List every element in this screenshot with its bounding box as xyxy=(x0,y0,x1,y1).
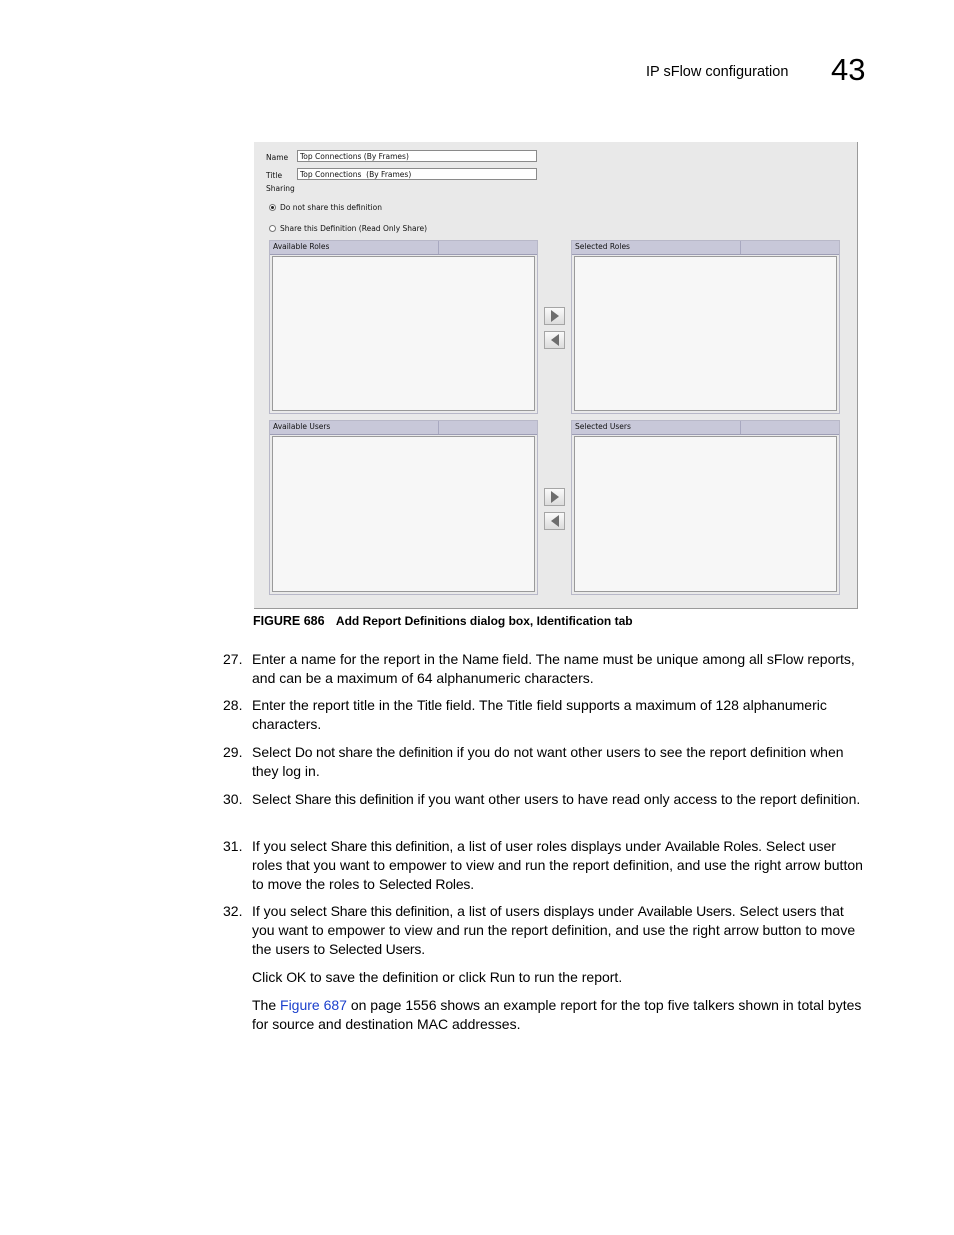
click-paragraph xyxy=(252,968,872,987)
selected-users-header: Selected Users xyxy=(572,421,839,435)
ui-term: Name xyxy=(462,651,499,667)
step-text xyxy=(252,743,869,781)
move-role-right-button[interactable] xyxy=(544,307,565,325)
step-number: 32. xyxy=(223,903,243,919)
step-number: 27. xyxy=(223,651,243,667)
step-number: 28. xyxy=(223,697,243,713)
ui-term: Share this definition xyxy=(294,791,414,807)
available-roles-header: Available Roles xyxy=(270,241,537,255)
ui-term: Do not share the definition xyxy=(294,744,453,760)
ui-term: Run xyxy=(489,969,515,985)
step-text xyxy=(252,650,869,688)
selected-roles-header: Selected Roles xyxy=(572,241,839,255)
text-run: . xyxy=(421,940,426,957)
text-run: Select xyxy=(252,744,295,760)
text-run: if you do not want other users to see the report definition when they log in. xyxy=(252,744,844,779)
move-user-left-button[interactable] xyxy=(544,512,565,530)
ui-term: OK xyxy=(286,969,307,985)
ui-term: Selected Users xyxy=(329,940,422,957)
title-input[interactable] xyxy=(297,168,537,180)
available-users-header: Available Users xyxy=(270,421,537,435)
available-users-panel xyxy=(269,420,538,595)
radio-no-share[interactable] xyxy=(269,203,382,212)
ui-term: Available Roles xyxy=(664,838,759,854)
step-text xyxy=(252,696,869,734)
radio-no-share-label: Do not share this definition xyxy=(280,203,382,212)
arrow-right-icon xyxy=(551,491,559,503)
text-run: Select xyxy=(252,791,295,807)
step-text xyxy=(252,790,869,809)
radio-share[interactable] xyxy=(269,224,427,233)
text-run: on page 1556 shows an example report for the top five talkers shown in total bytes for source and destination MAC addresses. xyxy=(252,997,862,1032)
arrow-right-icon xyxy=(551,310,559,322)
step-number: 30. xyxy=(223,791,243,807)
text-run: If you select xyxy=(252,903,331,919)
text-run: field. The name must be unique among all sFlow reports, and can be a maximum of 64 alphanumeric characters. xyxy=(252,651,855,686)
final-paragraph xyxy=(252,996,872,1034)
text-run: . xyxy=(470,875,475,892)
ui-term: Share this definition xyxy=(330,838,450,854)
text-run: , a list of users displays under xyxy=(449,903,638,919)
name-label: Name xyxy=(266,153,289,162)
move-user-right-button[interactable] xyxy=(544,488,565,506)
ui-term: Title xyxy=(416,697,442,713)
available-roles-panel xyxy=(269,240,538,414)
text-run: The xyxy=(252,997,281,1013)
step-text xyxy=(252,902,869,958)
selected-roles-panel xyxy=(571,240,840,414)
text-run: Click xyxy=(252,969,287,985)
available-roles-list[interactable] xyxy=(272,256,535,411)
step-number: 31. xyxy=(223,838,243,854)
selected-roles-list[interactable] xyxy=(574,256,837,411)
text-run: if you want other users to have read only access to the report definition. xyxy=(413,791,861,807)
selected-users-panel xyxy=(571,420,840,595)
ui-term: Selected Roles xyxy=(378,875,471,892)
figure-number: FIGURE 686 xyxy=(253,614,325,628)
available-users-list[interactable] xyxy=(272,436,535,592)
text-run: . Select users that you want to empower to view and run the report definition, and use the right arrow button to move the users to xyxy=(252,903,856,957)
ui-term: Share this definition xyxy=(330,903,450,919)
arrow-left-icon xyxy=(551,515,559,527)
figure-link[interactable]: Figure 687 xyxy=(280,997,347,1013)
chapter-number: 43 xyxy=(831,52,866,87)
text-run: Enter the report title in the xyxy=(252,697,417,713)
text-run: If you select xyxy=(252,838,331,854)
text-run: field. The Title field supports a maximum of 128 alphanumeric characters. xyxy=(252,697,827,732)
name-input[interactable] xyxy=(297,150,537,162)
radio-selected-icon[interactable] xyxy=(269,204,276,211)
text-run: Enter a name for the report in the xyxy=(252,651,463,667)
text-run: to run the report. xyxy=(514,969,623,985)
step-text xyxy=(252,837,869,893)
figure-caption xyxy=(253,614,633,628)
move-role-left-button[interactable] xyxy=(544,331,565,349)
selected-users-list[interactable] xyxy=(574,436,837,592)
sharing-label: Sharing xyxy=(266,184,295,193)
add-report-definitions-dialog xyxy=(254,142,858,609)
title-label: Title xyxy=(266,171,283,180)
ui-term: Available Users xyxy=(637,903,732,919)
radio-share-label: Share this Definition (Read Only Share) xyxy=(280,224,428,233)
radio-unselected-icon[interactable] xyxy=(269,225,276,232)
section-title: IP sFlow configuration xyxy=(646,64,789,80)
text-run: to save the definition or click xyxy=(306,969,490,985)
arrow-left-icon xyxy=(551,334,559,346)
step-number: 29. xyxy=(223,744,243,760)
text-run: . Select user roles that you want to empower to view and run the report definition, and use the right arrow button to move the roles to xyxy=(252,838,863,892)
figure-caption-text: Add Report Definitions dialog box, Identification tab xyxy=(335,614,633,628)
text-run: , a list of user roles displays under xyxy=(449,838,665,854)
